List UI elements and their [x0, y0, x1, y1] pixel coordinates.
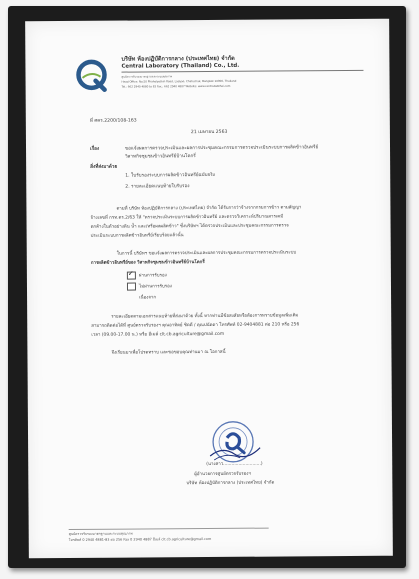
reason-label: เนื่องจาก [139, 295, 157, 301]
pass-label: ผ่านการรับรอง [138, 273, 167, 279]
subject-label: เรื่อง [90, 146, 100, 152]
signatory-name: (นางสาว...........................) [206, 461, 263, 468]
header-contact: Tel.: 662 2940 4880 to 83 Fax.: 662 2940 4887 Website: www.centrallabthai.com [121, 83, 231, 89]
letter-date: 21 เมษายน 2563 [190, 129, 228, 136]
company-logo [73, 57, 109, 93]
attachment-1: 1. ใบรับรองระบบการผลิตข้าวอินทรีย์ฉบับจริง [125, 172, 215, 179]
signatory-company: บริษัท ห้องปฏิบัติการกลาง (ประเทศไทย) จำกัด [186, 480, 275, 487]
paragraph-2-line-2: การผลิตข้าวอินทรีย์ของ วิสาหกิจชุมชนข้าวอินทรีย์บ้านโคกรี่ [90, 260, 205, 266]
paragraph-3-line-3: เวลา (09.00-17.00 น.) หรือ อีเมล์ clt.cb.agriculture@gmail.com [91, 331, 225, 338]
paragraph-1-line-2: จ้างเลขที่ กรท.ตร.2/63 ให้ "ตรวจประเมินระบบการผลิตข้าวอินทรีย์ และตรวจวิเคราะห์ปริมาณสารเคมี [90, 214, 284, 221]
letter-page [25, 19, 393, 559]
paragraph-1-line-3: ตกค้างในตัวอย่างดิน น้ำ และ/หรือผลผลิตข้าว" ซึ่งบริษัทฯ ได้ตรวจประเมินและประชุมคณะกรรมการตรวจ [90, 223, 289, 230]
footer-divider [69, 528, 269, 530]
reference-number: ที่ ศคร.2200/108-163 [89, 118, 137, 124]
paragraph-3-line-2: สามารถติดต่อได้ที่ ศูนย์ตรวจรับรองฯ คุณอาทิตย์ ชิดดี / คุณปนัดดา โทรศัพท์ 02-9404881 ต่อ 210 หรือ 256 [91, 322, 300, 329]
header-divider [121, 70, 363, 73]
paragraph-2-line-1: ในการนี้ บริษัทฯ ขอแจ้งผลการตรวจประเมินและผลการประชุมคณะกรรมการตรวจประเมินระบบ [116, 250, 297, 257]
paragraph-1-line-1: ตามที่ บริษัท ห้องปฏิบัติการกลาง (ประเทศไทย) จำกัด ได้รับการว่าจ้างจากกรมการข้าว ตามสัญญา [116, 205, 302, 212]
fail-label: ไม่ผ่านการรับรอง [138, 284, 172, 290]
subject-line-2: วิสาหกิจชุมชนข้าวอินทรีย์บ้านโคกรี่ [125, 154, 196, 160]
attachment-2: 2. รายละเอียดแนบท้ายใบรับรอง [125, 184, 190, 190]
subject-line-1: ขอแจ้งผลการตรวจประเมินและผลการประชุมคณะกรรมการตรวจประเมินระบบการผลิตข้าวอินทรีย์ [125, 145, 319, 152]
paragraph-3-line-1: รายละเอียดตามเอกสารแนบท้ายที่ส่งมาด้วย ทั้งนี้ หากท่านมีข้อสงสัยหรือต้องการทราบข้อมูลเพิ่มเติม [111, 313, 299, 320]
pass-checkbox[interactable] [127, 272, 136, 280]
company-name-english: Central Laboratory (Thailand) Co., Ltd. [121, 62, 240, 70]
closing-line: จึงเรียนมาเพื่อโปรดทราบ และขอขอบคุณท่านมา ณ โอกาสนี้ [111, 349, 226, 356]
paragraph-1-line-4: ประเมินระบบการผลิตข้าวอินทรีย์เรียบร้อยแล้วนั้น [90, 233, 184, 239]
company-name-thai: บริษัท ห้องปฏิบัติการกลาง (ประเทศไทย) จำกัด [121, 55, 235, 63]
fail-checkbox[interactable] [127, 283, 136, 291]
header-address: Head Office: No.50 Phaholyothin Road, Ladyao, Chatuchak, Bangkok 10900, Thailand [121, 78, 237, 84]
header-department: ศูนย์ตรวจรับรองมาตรฐานและระบบคุณภาพ [121, 74, 173, 79]
signatory-position: ผู้อำนวยการศูนย์ตรวจรับรองฯ [194, 471, 251, 478]
attachment-label: สิ่งที่ส่งมาด้วย [90, 164, 118, 170]
footer-contact: โทรศัพท์ 0 2940 4881-83 ต่อ 256 Fax 0 2940 4887 อีเมล์ clt.cb.agriculture@gmail.com [68, 536, 212, 542]
footer-department: ศูนย์ตรวจรับรองมาตรฐานและระบบคุณภาพ [68, 531, 133, 536]
